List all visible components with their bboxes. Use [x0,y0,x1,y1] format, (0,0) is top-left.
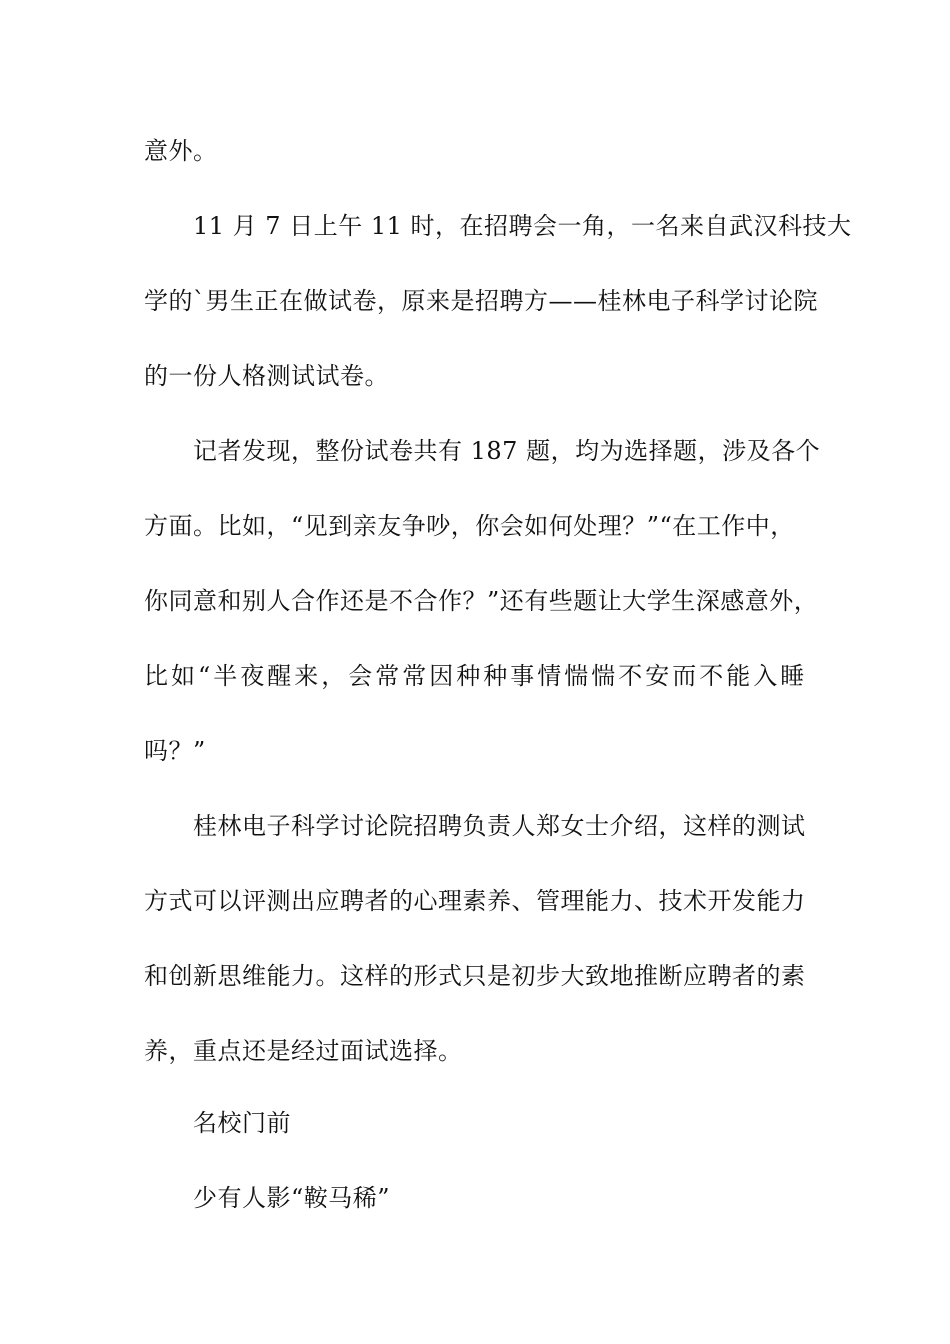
paragraph-line: 和创新思维能力。这样的形式只是初步大致地推断应聘者的素 [144,962,806,990]
paragraph-line: 方面。比如，“见到亲友争吵，你会如何处理？”“在工作中， [144,512,795,540]
paragraph-line: 意外。 [144,137,218,165]
paragraph-line: 桂林电子科学讨论院招聘负责人郑女士介绍，这样的测试 [193,812,806,840]
paragraph-line: 比如“半夜醒来，会常常因种种事情惴惴不安而不能入睡 [144,662,808,690]
paragraph-line: 方式可以评测出应聘者的心理素养、管理能力、技术开发能力 [144,887,806,915]
paragraph-line: 养，重点还是经过面试选择。 [144,1037,463,1065]
paragraph-line: 11 月 7 日上午 11 时，在招聘会一角，一名来自武汉科技大 [193,212,852,240]
paragraph-line: 记者发现，整份试卷共有 187 题，均为选择题，涉及各个 [193,437,821,465]
paragraph-line: 你同意和别人合作还是不合作？”还有些题让大学生深感意外， [144,587,819,615]
section-heading: 名校门前 [193,1109,291,1137]
section-heading: 少有人影“鞍马稀” [193,1184,391,1212]
paragraph-line: 的一份人格测试试卷。 [144,362,389,390]
paragraph-line: 学的`男生正在做试卷，原来是招聘方——桂林电子科学讨论院 [144,287,818,315]
paragraph-line: 吗？” [144,737,206,765]
